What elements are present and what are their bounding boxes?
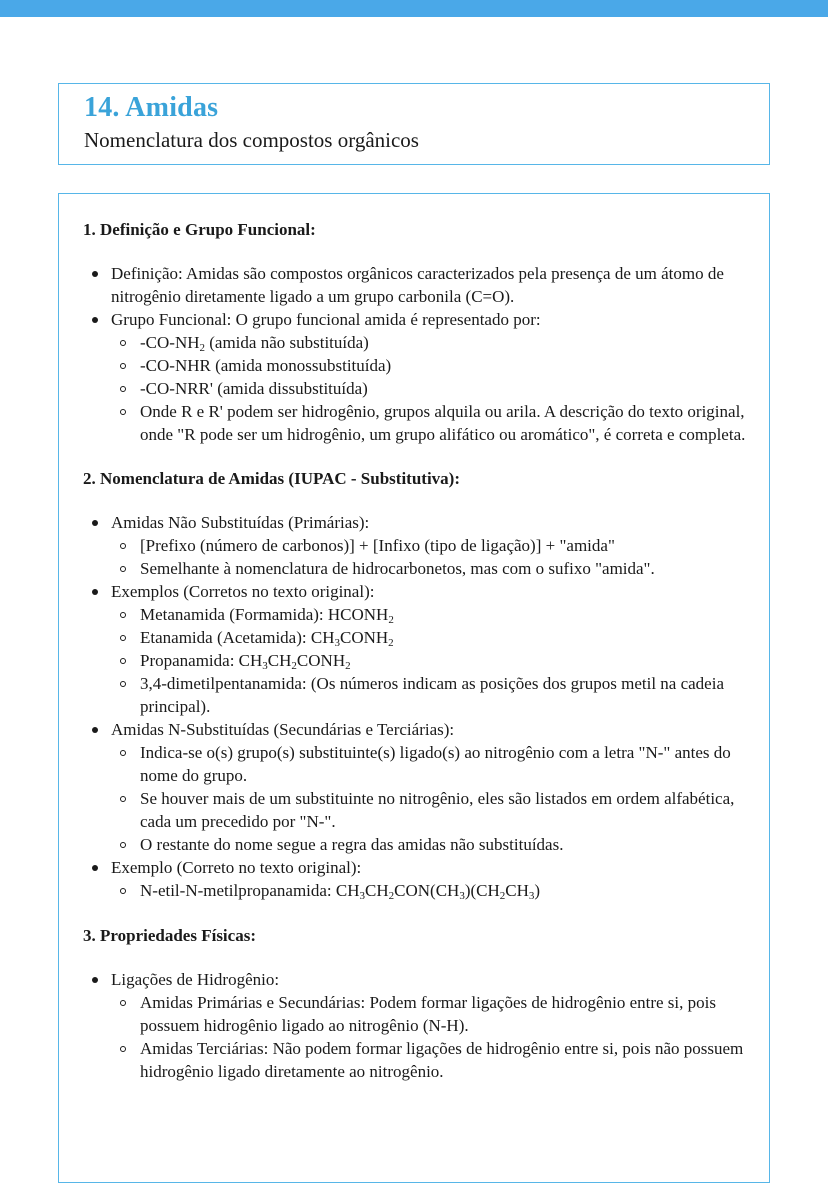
sub-list [111, 603, 753, 718]
section-heading: 2. Nomenclatura de Amidas (IUPAC - Substitutiva): [83, 469, 460, 488]
formula-text: -CO-NHR (amida monossubstituída) [140, 356, 392, 375]
grupo-funcional-text: Grupo Funcional: O grupo funcional amida é representado por: [111, 310, 541, 329]
content-body [83, 218, 753, 1105]
formula-part: Metanamida (Formamida): HCONH [140, 605, 389, 624]
section-definicao [83, 218, 753, 446]
formula-part: -CO-NH [140, 333, 200, 352]
list-item [111, 534, 753, 557]
subscript: 2 [291, 660, 297, 672]
section-propriedades [83, 924, 753, 1083]
section-heading: 3. Propriedades Físicas: [83, 926, 256, 945]
subscript: 2 [499, 890, 506, 902]
list-item [111, 331, 753, 354]
formula-text: -CO-NRR' (amida dissubstituída) [140, 379, 368, 398]
list-item [83, 718, 753, 856]
top-accent-bar [0, 0, 828, 17]
formula-part: Etanamida (Acetamida): CH [140, 628, 335, 647]
formula-part: CON(CH [394, 881, 460, 900]
subscript: 3 [334, 637, 340, 649]
list-item [111, 833, 753, 856]
page-subtitle: Nomenclatura dos compostos orgânicos [84, 128, 419, 152]
formula-part: CONH [296, 651, 346, 670]
item-text: Semelhante à nomenclatura de hidrocarbonetos, mas com o sufixo "amida". [140, 559, 655, 578]
content-card [58, 193, 770, 1183]
bullet-list [83, 262, 753, 446]
item-text: Indica-se o(s) grupo(s) substituinte(s) ligado(s) ao nitrogênio com a letra "N-" antes do nome do grupo. [140, 743, 731, 785]
formula-part: CH [365, 881, 389, 900]
subscript: 2 [388, 614, 394, 626]
subscript: 2 [345, 660, 351, 672]
item-text: Amidas Não Substituídas (Primárias): [111, 513, 370, 532]
subscript: 2 [388, 890, 395, 902]
title-card [58, 83, 770, 165]
page-title: 14. Amidas [84, 92, 219, 123]
list-item [111, 879, 753, 902]
item-text: Amidas Primárias e Secundárias: Podem formar ligações de hidrogênio entre si, pois possuem hidrogênio ligado ao nitrogênio (N-H). [140, 993, 716, 1035]
formula-part: Propanamida: CH [140, 651, 263, 670]
list-item [111, 377, 753, 400]
list-item [111, 1037, 753, 1083]
definicao-text: Definição: Amidas são compostos orgânicos caracterizados pela presença de um átomo de nitrogênio diretamente ligado a um grupo carbonila (C=O). [111, 264, 724, 306]
sub-list [111, 331, 753, 446]
formula-part: (amida não substituída) [205, 333, 369, 352]
item-text: [Prefixo (número de carbonos)] + [Infixo (tipo de ligação)] + "amida" [140, 536, 615, 555]
list-item [83, 308, 753, 446]
section-heading: 1. Definição e Grupo Funcional: [83, 220, 316, 239]
formula-part: ) [534, 881, 541, 900]
bullet-list [83, 968, 753, 1083]
list-item [111, 354, 753, 377]
list-item [83, 968, 753, 1083]
item-text: Exemplos (Corretos no texto original): [111, 582, 375, 601]
item-text: Amidas Terciárias: Não podem formar ligações de hidrogênio entre si, pois não possuem hidrogênio ligado diretamente ao nitrogênio. [140, 1039, 744, 1081]
section-nomenclatura [83, 467, 753, 902]
formula-part: CH [505, 881, 529, 900]
sub-list [111, 879, 753, 902]
list-item [83, 262, 753, 308]
subscript: 3 [359, 890, 366, 902]
formula-part: N-etil-N-metilpropanamida: CH [140, 881, 360, 900]
list-item [111, 603, 753, 626]
subscript: 3 [262, 660, 268, 672]
list-item [83, 511, 753, 580]
subscript: 3 [459, 890, 465, 902]
formula-part: CH [267, 651, 292, 670]
list-item [111, 557, 753, 580]
list-item [83, 580, 753, 718]
item-text: Ligações de Hidrogênio: [111, 970, 280, 989]
item-text: 3,4-dimetilpentanamida: (Os números indicam as posições dos grupos metil na cadeia principal). [140, 674, 724, 716]
bullet-list [83, 511, 753, 902]
list-item [111, 649, 753, 672]
item-text: Se houver mais de um substituinte no nitrogênio, eles são listados em ordem alfabética, cada um precedido por "N-". [140, 789, 735, 831]
sub-list [111, 991, 753, 1083]
list-item [111, 672, 753, 718]
subscript: 2 [199, 342, 205, 354]
formula-part: )(CH [464, 881, 500, 900]
list-item [111, 626, 753, 649]
formula-part: CONH [339, 628, 389, 647]
list-item [111, 991, 753, 1037]
sub-list [111, 534, 753, 580]
list-item [83, 856, 753, 902]
item-text: Exemplo (Correto no texto original): [111, 858, 362, 877]
subscript: 2 [388, 637, 394, 649]
item-text: Amidas N-Substituídas (Secundárias e Terciárias): [111, 720, 455, 739]
sub-list [111, 741, 753, 856]
item-text: O restante do nome segue a regra das amidas não substituídas. [140, 835, 564, 854]
subscript: 3 [528, 890, 535, 902]
note-text: Onde R e R' podem ser hidrogênio, grupos alquila ou arila. A descrição do texto original, onde "R pode ser um hidrogênio, um grupo alifático ou aromático", é correta e completa. [140, 402, 746, 444]
list-item [111, 787, 753, 833]
list-item [111, 400, 753, 446]
list-item [111, 741, 753, 787]
